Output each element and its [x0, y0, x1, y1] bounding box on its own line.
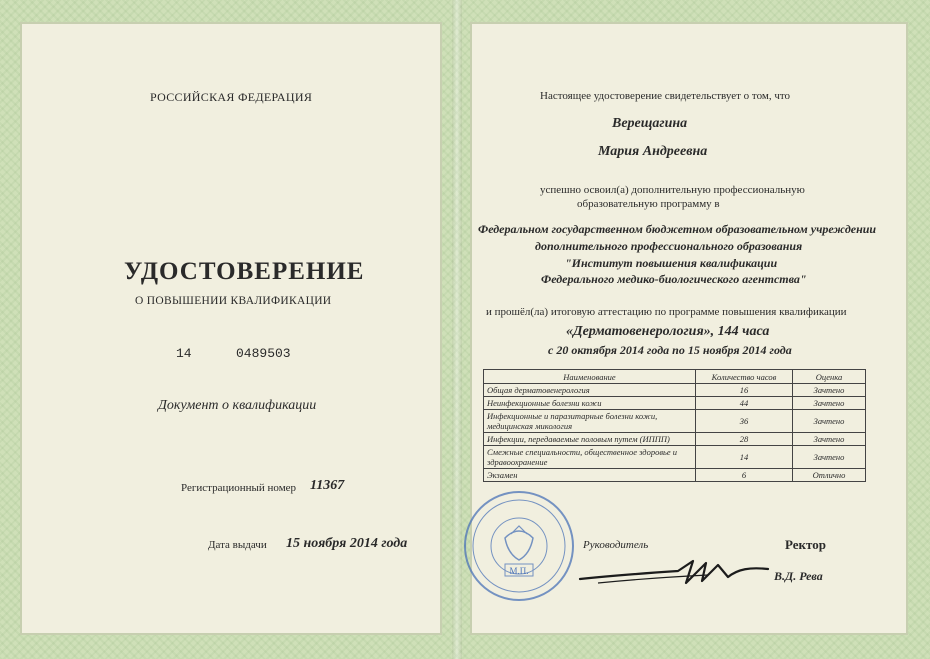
seal-mark-label: М.П. — [509, 566, 529, 576]
issue-date-label: Дата выдачи — [208, 539, 267, 551]
subject-name: Экзамен — [484, 469, 696, 482]
subject-grade: Зачтено — [793, 446, 866, 469]
header-grade: Оценка — [793, 370, 866, 384]
registration-number: 11367 — [310, 478, 345, 493]
program-dates: с 20 октября 2014 года по 15 ноября 2014 года — [548, 343, 792, 357]
institution-line3: "Институт повышения квалификации — [565, 256, 778, 270]
document-series: 14 — [176, 346, 192, 361]
subject-hours: 16 — [696, 384, 793, 397]
subject-name: Инфекционные и паразитарные болезни кожи, медицинская микология — [484, 410, 696, 433]
mastered-statement-line1: успешно освоил(а) дополнительную профессиональную — [540, 184, 805, 196]
subject-grade: Зачтено — [793, 384, 866, 397]
subject-hours: 6 — [696, 469, 793, 482]
subject-grade: Зачтено — [793, 433, 866, 446]
attestation-statement: и прошёл(ла) итоговую аттестацию по программе повышения квалификации — [486, 306, 847, 318]
institution-line2: дополнительного профессионального образования — [535, 239, 803, 253]
mastered-statement-line2: образовательную программу в — [577, 198, 720, 210]
subject-hours: 36 — [696, 410, 793, 433]
table-row — [484, 433, 866, 446]
holder-surname: Верещагина — [612, 116, 688, 131]
rector-title: Ректор — [785, 537, 826, 552]
institution-line1: Федеральном государственном бюджетном образовательном учреждении — [478, 222, 877, 236]
header-hours: Количество часов — [696, 370, 793, 384]
holder-given-names: Мария Андреевна — [598, 144, 708, 159]
document-number: 0489503 — [236, 346, 291, 361]
grades-header-row — [484, 370, 866, 384]
table-row — [484, 410, 866, 433]
certify-statement: Настоящее удостоверение свидетельствует о том, что — [540, 90, 791, 102]
subject-hours: 28 — [696, 433, 793, 446]
subject-name: Инфекции, передаваемые половым путем (ИППП) — [484, 433, 696, 446]
country-label: РОССИЙСКАЯ ФЕДЕРАЦИЯ — [150, 90, 313, 104]
grades-table — [483, 369, 866, 482]
header-name: Наименование — [484, 370, 696, 384]
program-name: «Дерматовенерология», 144 часа — [566, 324, 770, 339]
subject-name: Неинфекционные болезни кожи — [484, 397, 696, 410]
issue-date-value: 15 ноября 2014 года — [286, 536, 408, 551]
table-row — [484, 384, 866, 397]
rector-name: В.Д. Рева — [774, 569, 823, 583]
subject-hours: 14 — [696, 446, 793, 469]
registration-label: Регистрационный номер — [181, 482, 297, 494]
table-row — [484, 469, 866, 482]
head-label: Руководитель — [583, 539, 649, 551]
subject-grade: Зачтено — [793, 397, 866, 410]
official-seal — [456, 488, 582, 604]
subject-grade: Зачтено — [793, 410, 866, 433]
rector-signature — [578, 555, 778, 595]
table-row — [484, 446, 866, 469]
subject-name: Смежные специальности, общественное здоровье и здравоохранение — [484, 446, 696, 469]
subject-hours: 44 — [696, 397, 793, 410]
institution-line4: Федерального медико-биологического агентства" — [541, 272, 807, 286]
document-type-label: Документ о квалификации — [158, 398, 317, 413]
document-title: УДОСТОВЕРЕНИЕ — [124, 258, 365, 285]
table-row — [484, 397, 866, 410]
subject-name: Общая дерматовенерология — [484, 384, 696, 397]
subject-grade: Отлично — [793, 469, 866, 482]
document-subtitle: О ПОВЫШЕНИИ КВАЛИФИКАЦИИ — [135, 295, 332, 307]
